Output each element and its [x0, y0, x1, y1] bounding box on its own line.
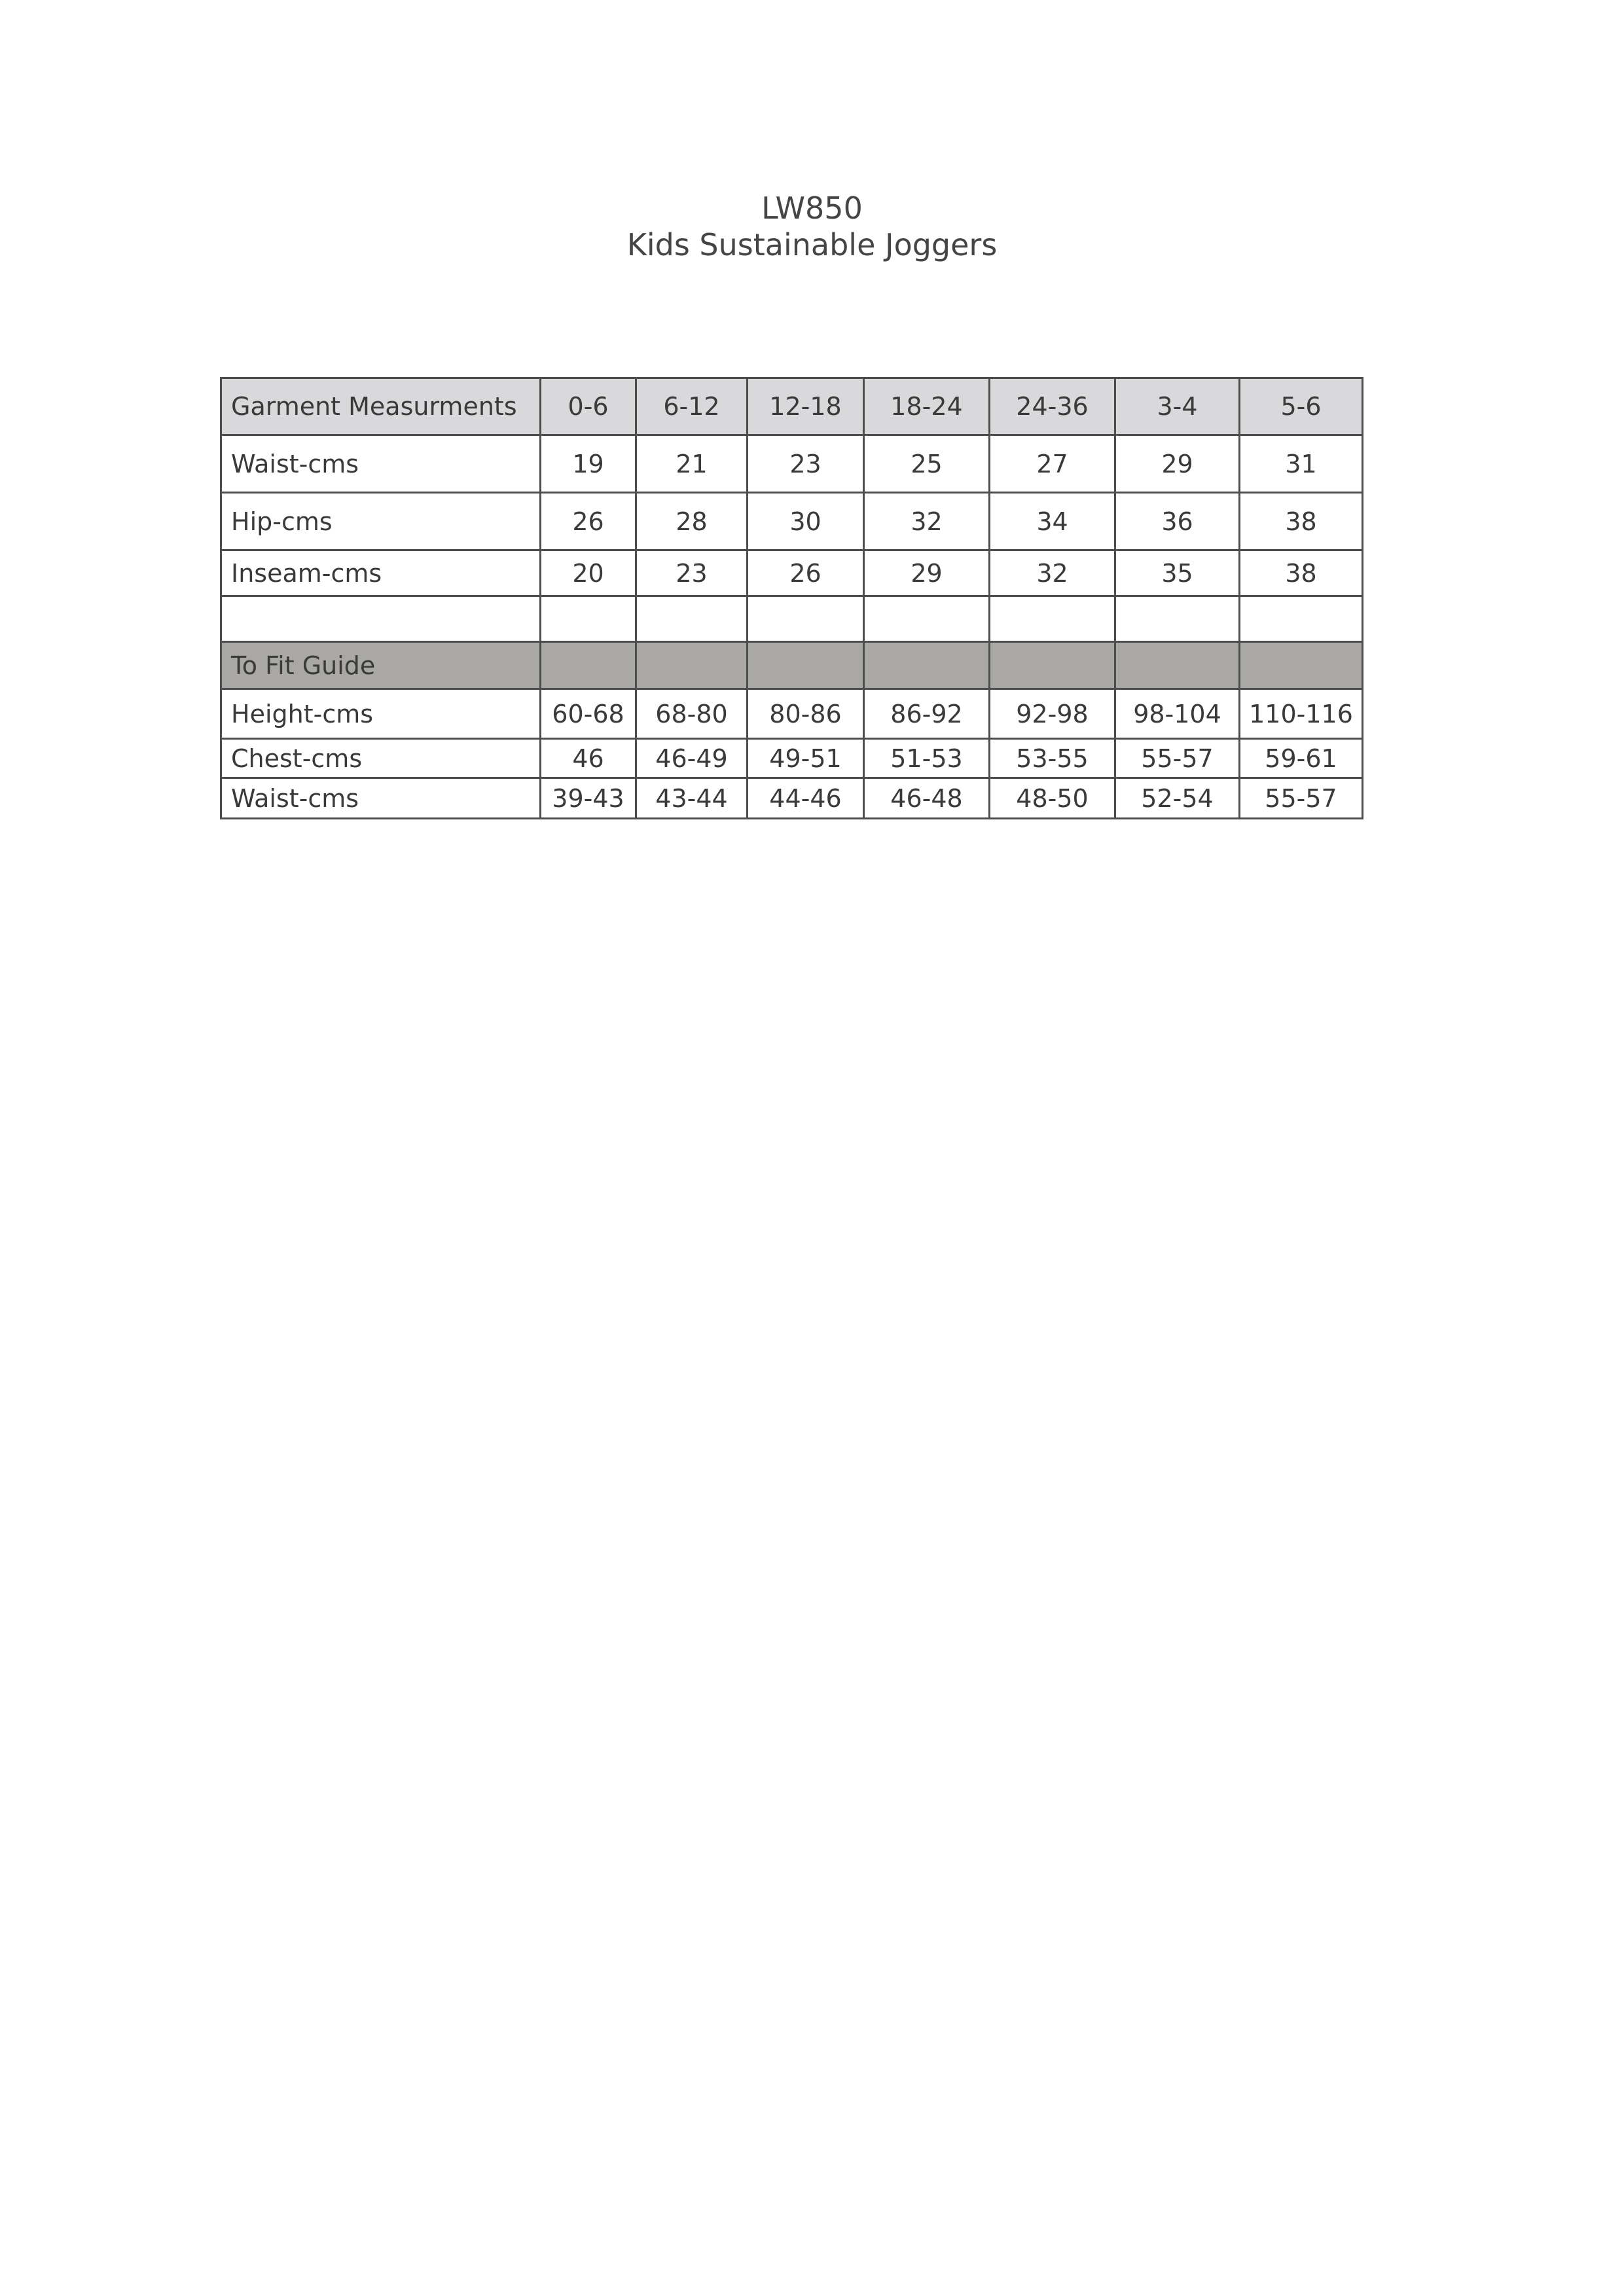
table-cell: 35: [1115, 550, 1240, 596]
table-cell: 55-57: [1240, 778, 1363, 819]
fit-guide-header-cell: [636, 642, 748, 689]
row-label: Height-cms: [221, 689, 541, 739]
empty-cell: [636, 596, 748, 642]
table-cell: 43-44: [636, 778, 748, 819]
table-cell: 19: [541, 435, 636, 493]
table-cell: 28: [636, 493, 748, 550]
table-cell: 92-98: [990, 689, 1115, 739]
size-header: 5-6: [1240, 378, 1363, 435]
product-code: LW850: [761, 190, 863, 226]
table-cell: 20: [541, 550, 636, 596]
row-label: Chest-cms: [221, 739, 541, 778]
empty-cell: [990, 596, 1115, 642]
table-cell: 25: [864, 435, 990, 493]
table-cell: 23: [748, 435, 864, 493]
product-name: Kids Sustainable Joggers: [626, 227, 998, 262]
table-cell: 26: [748, 550, 864, 596]
empty-cell: [748, 596, 864, 642]
garment-measurements-header: Garment Measurments: [221, 378, 541, 435]
table-cell: 27: [990, 435, 1115, 493]
table-cell: 31: [1240, 435, 1363, 493]
table-cell: 53-55: [990, 739, 1115, 778]
table-cell: 80-86: [748, 689, 864, 739]
table-cell: 59-61: [1240, 739, 1363, 778]
empty-cell: [1115, 596, 1240, 642]
fit-guide-header-row: [221, 642, 1363, 689]
table-cell: 44-46: [748, 778, 864, 819]
table-cell: 49-51: [748, 739, 864, 778]
row-label: Inseam-cms: [221, 550, 541, 596]
fit-guide-header-cell: [748, 642, 864, 689]
table-cell: 51-53: [864, 739, 990, 778]
size-header: 12-18: [748, 378, 864, 435]
table-cell: 98-104: [1115, 689, 1240, 739]
empty-cell: [1240, 596, 1363, 642]
size-header: 24-36: [990, 378, 1115, 435]
table-cell: 26: [541, 493, 636, 550]
table-cell: 29: [1115, 435, 1240, 493]
table-cell: 55-57: [1115, 739, 1240, 778]
table-cell: 68-80: [636, 689, 748, 739]
empty-cell: [864, 596, 990, 642]
table-row: [221, 739, 1363, 778]
table-row: [221, 550, 1363, 596]
table-cell: 29: [864, 550, 990, 596]
table-row: [221, 778, 1363, 819]
table-cell: 38: [1240, 493, 1363, 550]
fit-guide-header: To Fit Guide: [221, 642, 541, 689]
empty-row: [221, 596, 1363, 642]
table-cell: 110-116: [1240, 689, 1363, 739]
table-cell: 36: [1115, 493, 1240, 550]
size-header: 3-4: [1115, 378, 1240, 435]
row-label: Hip-cms: [221, 493, 541, 550]
table-cell: 21: [636, 435, 748, 493]
title-block: [0, 190, 1624, 263]
table-cell: 60-68: [541, 689, 636, 739]
table-cell: 32: [864, 493, 990, 550]
table-cell: 46-49: [636, 739, 748, 778]
row-label: Waist-cms: [221, 435, 541, 493]
table-cell: 32: [990, 550, 1115, 596]
size-header: 0-6: [541, 378, 636, 435]
table-row: [221, 689, 1363, 739]
fit-guide-header-cell: [541, 642, 636, 689]
table-cell: 46: [541, 739, 636, 778]
table-cell: 46-48: [864, 778, 990, 819]
table-row: [221, 493, 1363, 550]
table-cell: 30: [748, 493, 864, 550]
fit-guide-header-cell: [990, 642, 1115, 689]
table-cell: 52-54: [1115, 778, 1240, 819]
fit-guide-header-cell: [864, 642, 990, 689]
empty-cell: [541, 596, 636, 642]
fit-guide-header-cell: [1240, 642, 1363, 689]
table-row: [221, 435, 1363, 493]
size-header: 18-24: [864, 378, 990, 435]
row-label: Waist-cms: [221, 778, 541, 819]
size-header: 6-12: [636, 378, 748, 435]
fit-guide-header-cell: [1115, 642, 1240, 689]
table-cell: 86-92: [864, 689, 990, 739]
table-cell: 23: [636, 550, 748, 596]
table-cell: 39-43: [541, 778, 636, 819]
header-row: [221, 378, 1363, 435]
table-cell: 34: [990, 493, 1115, 550]
size-chart-table: [220, 377, 1363, 819]
table-cell: 38: [1240, 550, 1363, 596]
table-cell: 48-50: [990, 778, 1115, 819]
empty-cell: [221, 596, 541, 642]
